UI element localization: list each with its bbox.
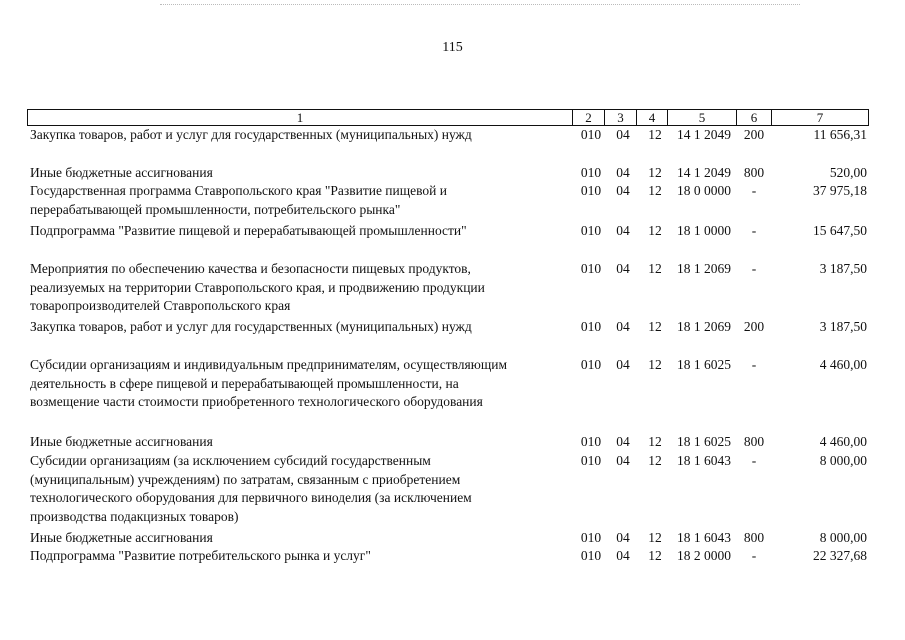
row-expense-type: - <box>751 357 757 372</box>
row-description: Подпрограмма "Развитие потребительского рынка и услуг" <box>30 548 371 563</box>
header-col-3: 3 <box>604 109 637 126</box>
row-subsection-code: 12 <box>648 165 662 180</box>
row-target-code: 18 1 6025 <box>677 357 731 372</box>
row-target-code: 18 1 6043 <box>677 530 731 545</box>
row-ministry-code: 010 <box>580 530 602 545</box>
row-target-code: 18 1 6025 <box>677 434 731 449</box>
row-expense-type: 800 <box>743 530 765 545</box>
row-amount: 4 460,00 <box>819 357 867 372</box>
row-subsection-code: 12 <box>648 453 662 468</box>
row-subsection-code: 12 <box>648 548 662 563</box>
row-expense-type: 200 <box>743 127 765 142</box>
row-section-code: 04 <box>616 261 630 276</box>
header-col-6: 6 <box>736 109 772 126</box>
row-ministry-code: 010 <box>580 434 602 449</box>
scan-artifact <box>160 4 800 7</box>
row-ministry-code: 010 <box>580 261 602 276</box>
table-header <box>27 109 869 126</box>
header-col-1: 1 <box>27 109 573 126</box>
row-target-code: 14 1 2049 <box>677 127 731 142</box>
row-amount: 8 000,00 <box>819 530 867 545</box>
row-amount: 8 000,00 <box>819 453 867 468</box>
row-target-code: 18 2 0000 <box>677 548 731 563</box>
row-description: Иные бюджетные ассигнования <box>30 530 213 545</box>
row-target-code: 18 1 2069 <box>677 261 731 276</box>
row-description: Государственная программа Ставропольского края "Развитие пищевой и перерабатывающей промышленности, потребительского рынка" <box>30 183 447 217</box>
row-subsection-code: 12 <box>648 357 662 372</box>
header-col-5: 5 <box>667 109 737 126</box>
row-section-code: 04 <box>616 127 630 142</box>
row-amount: 22 327,68 <box>813 548 867 563</box>
row-target-code: 18 1 0000 <box>677 223 731 238</box>
header-col-2: 2 <box>572 109 605 126</box>
row-section-code: 04 <box>616 223 630 238</box>
page-number: 115 <box>442 40 463 55</box>
row-section-code: 04 <box>616 548 630 563</box>
row-description: Мероприятия по обеспечению качества и безопасности пищевых продуктов, реализуемых на территории Ставропольского края, и продвижению продукции товаропроизводителей Ставропольского края <box>30 261 485 313</box>
row-subsection-code: 12 <box>648 319 662 334</box>
row-expense-type: - <box>751 223 757 238</box>
row-ministry-code: 010 <box>580 357 602 372</box>
row-target-code: 14 1 2049 <box>677 165 731 180</box>
row-ministry-code: 010 <box>580 183 602 198</box>
row-amount: 15 647,50 <box>813 223 867 238</box>
row-subsection-code: 12 <box>648 434 662 449</box>
row-target-code: 18 1 6043 <box>677 453 731 468</box>
row-description: Закупка товаров, работ и услуг для государственных (муниципальных) нужд <box>30 319 472 334</box>
row-section-code: 04 <box>616 434 630 449</box>
row-section-code: 04 <box>616 165 630 180</box>
row-subsection-code: 12 <box>648 183 662 198</box>
row-description: Закупка товаров, работ и услуг для государственных (муниципальных) нужд <box>30 127 472 142</box>
row-expense-type: 800 <box>743 434 765 449</box>
row-expense-type: - <box>751 548 757 563</box>
row-expense-type: - <box>751 261 757 276</box>
row-amount: 3 187,50 <box>819 261 867 276</box>
row-target-code: 18 1 2069 <box>677 319 731 334</box>
row-subsection-code: 12 <box>648 223 662 238</box>
row-subsection-code: 12 <box>648 261 662 276</box>
row-section-code: 04 <box>616 530 630 545</box>
row-amount: 3 187,50 <box>819 319 867 334</box>
row-section-code: 04 <box>616 183 630 198</box>
row-ministry-code: 010 <box>580 548 602 563</box>
row-description: Субсидии организациям и индивидуальным предпринимателям, осуществляющим деятельность в сфере пищевой и перерабатывающей промышленности, на возмещение части стоимости приобретенного технологического оборудования <box>30 357 507 409</box>
row-target-code: 18 0 0000 <box>677 183 731 198</box>
row-description: Подпрограмма "Развитие пищевой и перерабатывающей промышленности" <box>30 223 467 238</box>
row-amount: 11 656,31 <box>813 127 867 142</box>
row-subsection-code: 12 <box>648 127 662 142</box>
row-ministry-code: 010 <box>580 127 602 142</box>
row-description: Иные бюджетные ассигнования <box>30 434 213 449</box>
row-expense-type: - <box>751 183 757 198</box>
row-section-code: 04 <box>616 453 630 468</box>
row-amount: 37 975,18 <box>813 183 867 198</box>
row-ministry-code: 010 <box>580 223 602 238</box>
row-section-code: 04 <box>616 357 630 372</box>
header-col-4: 4 <box>636 109 668 126</box>
row-expense-type: - <box>751 453 757 468</box>
row-description: Иные бюджетные ассигнования <box>30 165 213 180</box>
row-ministry-code: 010 <box>580 319 602 334</box>
row-expense-type: 800 <box>743 165 765 180</box>
row-subsection-code: 12 <box>648 530 662 545</box>
row-expense-type: 200 <box>743 319 765 334</box>
row-ministry-code: 010 <box>580 453 602 468</box>
row-description: Субсидии организациям (за исключением субсидий государственным (муниципальным) учреждениям) по затратам, связанным с приобретением технологического оборудования для первичного виноделия (за исключением производства подакцизных товаров) <box>30 453 472 524</box>
row-amount: 520,00 <box>829 165 867 180</box>
row-amount: 4 460,00 <box>819 434 867 449</box>
header-col-7: 7 <box>771 109 869 126</box>
row-section-code: 04 <box>616 319 630 334</box>
row-ministry-code: 010 <box>580 165 602 180</box>
